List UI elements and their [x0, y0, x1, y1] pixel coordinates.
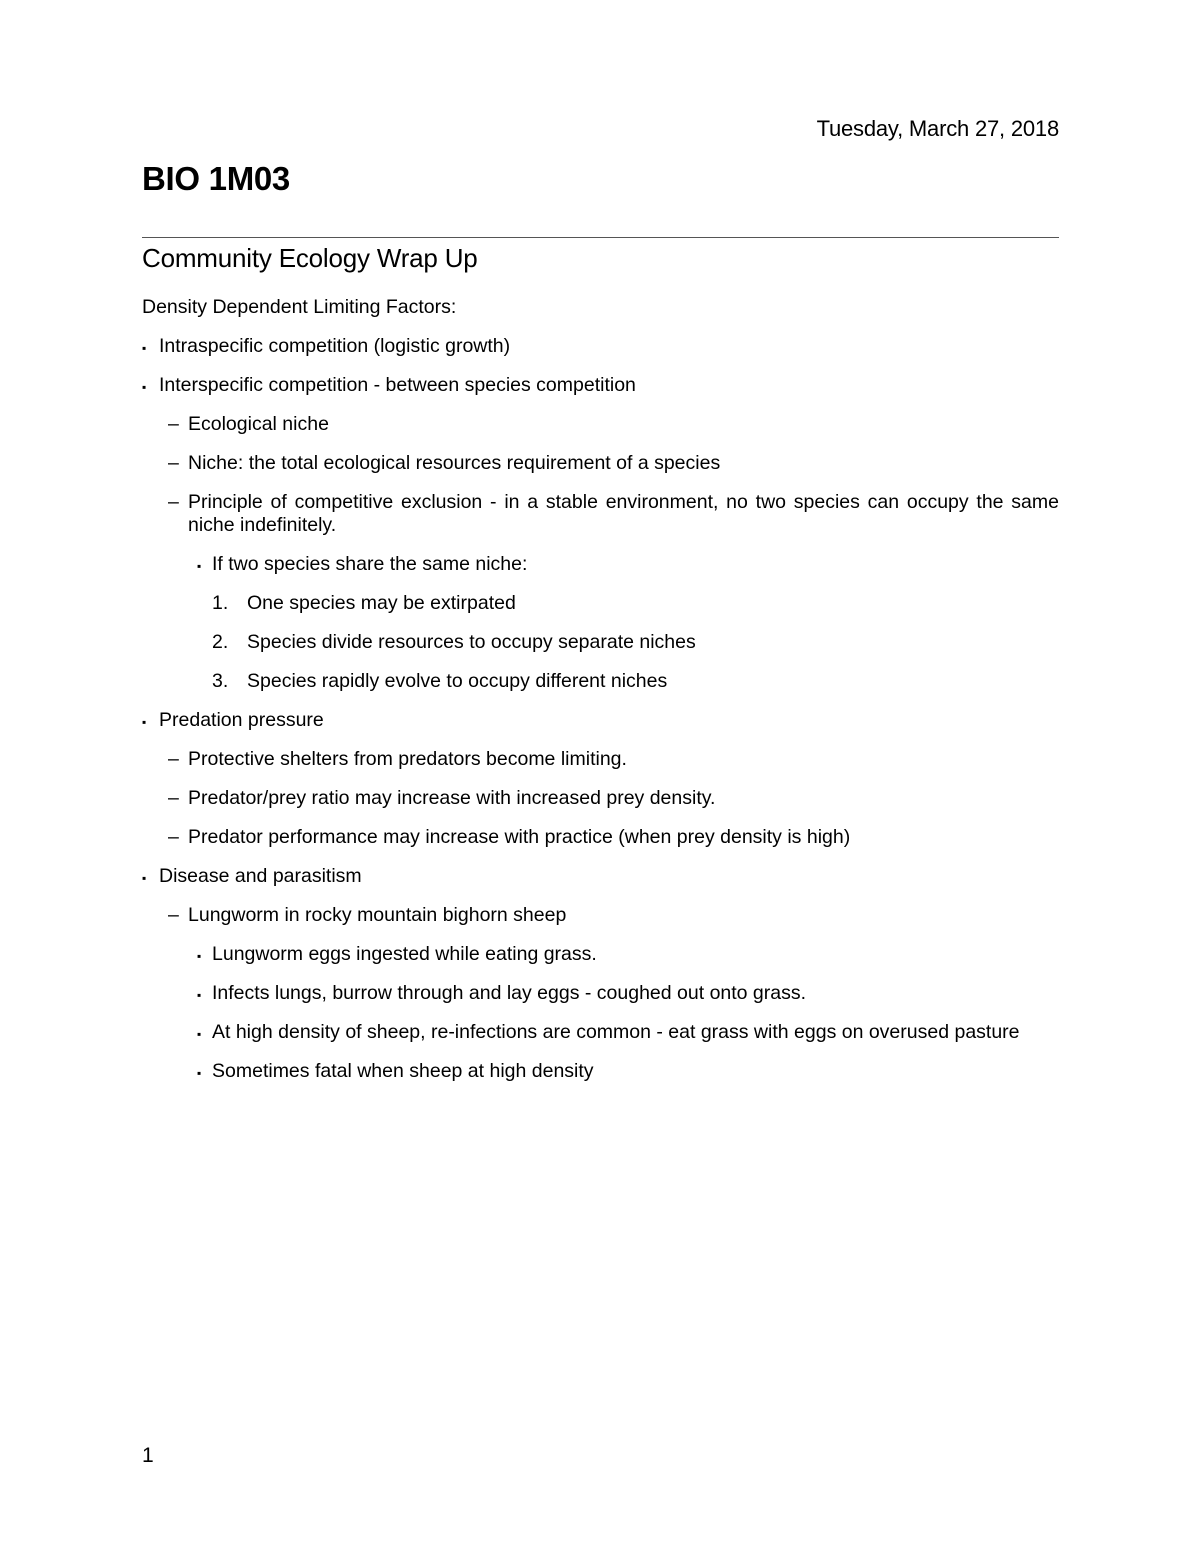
list-item [142, 709, 1059, 732]
list-item-text: Sometimes fatal when sheep at high density [212, 1060, 594, 1082]
bullet-marker: ▪ [142, 871, 147, 885]
list-item [142, 865, 1059, 888]
list-item-text: Predation pressure [159, 709, 324, 731]
number-marker: 2. [212, 631, 229, 653]
bullet-marker: ▪ [197, 1066, 202, 1080]
list-item-text: Intraspecific competition (logistic growth) [159, 335, 511, 357]
list-item-text: If two species share the same niche: [212, 553, 528, 575]
list-item [142, 413, 1059, 436]
list-item-text: Principle of competitive exclusion - in a stable environment, no two species can occupy the same niche indefinitely. [188, 491, 1059, 536]
dash-marker: – [168, 452, 179, 474]
number-marker: 1. [212, 592, 229, 614]
dash-marker: – [168, 787, 179, 809]
list-item [142, 374, 1059, 397]
list-item-text: Species divide resources to occupy separate niches [247, 631, 696, 653]
notes-lead: Density Dependent Limiting Factors: [142, 296, 457, 318]
list-item [142, 452, 1059, 475]
list-item [142, 335, 1059, 358]
dash-marker: – [168, 826, 179, 848]
list-item-text: Niche: the total ecological resources requirement of a species [188, 452, 721, 474]
list-item-text: Disease and parasitism [159, 865, 362, 887]
bullet-marker: ▪ [142, 715, 147, 729]
list-item-text: Species rapidly evolve to occupy different niches [247, 670, 668, 692]
list-item-text: Predator performance may increase with practice (when prey density is high) [188, 826, 851, 848]
list-item-text: Ecological niche [188, 413, 329, 435]
list-item [142, 787, 1059, 810]
list-item-text: At high density of sheep, re-infections are common - eat grass with eggs on overused pasture [212, 1021, 1020, 1043]
bullet-marker: ▪ [197, 988, 202, 1002]
list-item-text: Infects lungs, burrow through and lay eggs - coughed out onto grass. [212, 982, 807, 1004]
list-item-text: Interspecific competition - between species competition [159, 374, 636, 396]
list-item [142, 631, 1059, 654]
dash-marker: – [168, 413, 179, 435]
bullet-marker: ▪ [142, 380, 147, 394]
list-item [142, 553, 1059, 576]
notes-body [142, 296, 1059, 1099]
bullet-marker: ▪ [197, 949, 202, 963]
bullet-marker: ▪ [197, 559, 202, 573]
bullet-marker: ▪ [197, 1027, 202, 1041]
list-item [142, 943, 1059, 966]
header-divider [142, 237, 1059, 238]
list-item-text: One species may be extirpated [247, 592, 516, 614]
list-item [142, 982, 1059, 1005]
bullet-marker: ▪ [142, 341, 147, 355]
list-item [142, 592, 1059, 615]
list-item [142, 904, 1059, 927]
page-number: 1 [142, 1444, 154, 1467]
list-item-text: Lungworm eggs ingested while eating grass. [212, 943, 597, 965]
list-item [142, 748, 1059, 771]
dash-marker: – [168, 491, 179, 513]
course-code: BIO 1M03 [142, 160, 290, 197]
list-item [142, 1060, 1059, 1083]
list-item [142, 826, 1059, 849]
list-item [142, 491, 1059, 537]
list-item-text: Predator/prey ratio may increase with increased prey density. [188, 787, 716, 809]
dash-marker: – [168, 904, 179, 926]
dash-marker: – [168, 748, 179, 770]
section-title: Community Ecology Wrap Up [142, 243, 478, 273]
list-item-text: Lungworm in rocky mountain bighorn sheep [188, 904, 567, 926]
list-item [142, 1021, 1059, 1044]
number-marker: 3. [212, 670, 229, 692]
list-item-text: Protective shelters from predators become limiting. [188, 748, 627, 770]
list-item [142, 670, 1059, 693]
lecture-date: Tuesday, March 27, 2018 [816, 116, 1059, 141]
